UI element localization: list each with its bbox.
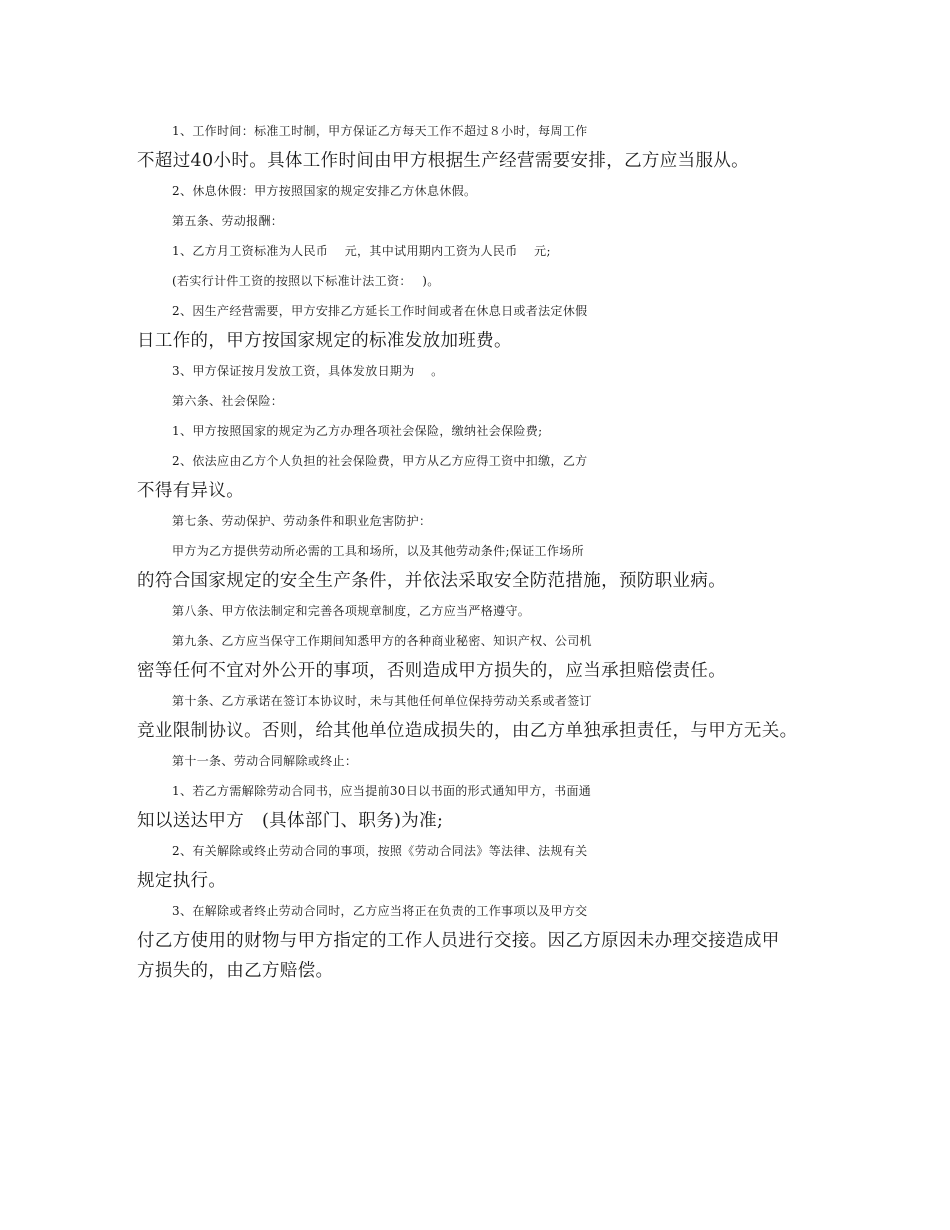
paragraph-line: 竞业限制协议。否则，给其他单位造成损失的，由乙方单独承担责任，与甲方无关。 — [137, 721, 798, 741]
paragraph — [137, 116, 823, 176]
paragraph-line: 第七条、劳动保护、劳动条件和职业危害防护： — [172, 514, 432, 528]
paragraph-line: 第九条、乙方应当保守工作期间知悉甲方的各种商业秘密、知识产权、公司机 — [172, 634, 592, 648]
paragraph — [137, 506, 823, 536]
paragraph-line: 第十条、乙方承诺在签订本协议时，未与其他任何单位保持劳动关系或者签订 — [172, 694, 592, 708]
paragraph — [137, 236, 823, 266]
paragraph-line: (若实行计件工资的按照以下标准计法工资： )。 — [172, 274, 440, 288]
paragraph — [137, 386, 823, 416]
paragraph — [137, 746, 823, 776]
paragraph-line: 3、在解除或者终止劳动合同时，乙方应当将正在负责的工作事项以及甲方交 — [172, 904, 588, 918]
paragraph-line: 2、因生产经营需要，甲方安排乙方延长工作时间或者在休息日或者法定休假 — [172, 304, 588, 318]
paragraph-line: 规定执行。 — [137, 871, 227, 891]
paragraph — [137, 296, 823, 356]
paragraph-line: 日工作的，甲方按国家规定的标准发放加班费。 — [137, 331, 512, 351]
paragraph-line: 3、甲方保证按月发放工资，具体发放日期为 。 — [172, 364, 444, 378]
document-body — [137, 116, 823, 986]
paragraph-line: 付乙方使用的财物与甲方指定的工作人员进行交接。因乙方原因未办理交接造成甲 — [137, 931, 780, 951]
paragraph — [137, 416, 823, 446]
paragraph-line: 第十一条、劳动合同解除或终止： — [172, 754, 358, 768]
paragraph-line: 第六条、社会保险： — [172, 394, 284, 408]
paragraph — [137, 776, 823, 836]
paragraph — [137, 686, 823, 746]
paragraph-line: 不超过40小时。具体工作时间由甲方根据生产经营需要安排，乙方应当服从。 — [137, 151, 750, 171]
paragraph-line: 知以送达甲方 (具体部门、职务)为准; — [137, 811, 444, 831]
paragraph — [137, 596, 823, 626]
paragraph — [137, 896, 823, 986]
paragraph-line: 的符合国家规定的安全生产条件，并依法采取安全防范措施，预防职业病。 — [137, 571, 727, 591]
paragraph-line: 1、工作时间：标准工时制，甲方保证乙方每天工作不超过８小时，每周工作 — [172, 124, 588, 138]
paragraph — [137, 266, 823, 296]
paragraph-line: 不得有异议。 — [137, 481, 245, 501]
paragraph — [137, 176, 823, 206]
paragraph — [137, 206, 823, 236]
paragraph-line: 方损失的，由乙方赔偿。 — [137, 961, 334, 981]
paragraph-line: 1、甲方按照国家的规定为乙方办理各项社会保险，缴纳社会保险费; — [172, 424, 543, 438]
paragraph-line: 1、若乙方需解除劳动合同书，应当提前30日以书面的形式通知甲方，书面通 — [172, 784, 592, 798]
paragraph — [137, 356, 823, 386]
paragraph — [137, 446, 823, 506]
paragraph-line: 第八条、甲方依法制定和完善各项规章制度，乙方应当严格遵守。 — [172, 604, 531, 618]
paragraph-line: 2、休息休假：甲方按照国家的规定安排乙方休息休假。 — [172, 184, 477, 198]
paragraph — [137, 836, 823, 896]
paragraph — [137, 626, 823, 686]
paragraph-line: 2、依法应由乙方个人负担的社会保险费，甲方从乙方应得工资中扣缴，乙方 — [172, 454, 588, 468]
paragraph-line: 第五条、劳动报酬： — [172, 214, 284, 228]
paragraph-line: 1、乙方月工资标准为人民币 元，其中试用期内工资为人民币 元; — [172, 244, 551, 258]
paragraph-line: 密等任何不宜对外公开的事项，否则造成甲方损失的，应当承担赔偿责任。 — [137, 661, 727, 681]
paragraph — [137, 536, 823, 596]
paragraph-line: 2、有关解除或终止劳动合同的事项，按照《劳动合同法》等法律、法规有关 — [172, 844, 588, 858]
paragraph-line: 甲方为乙方提供劳动所必需的工具和场所，以及其他劳动条件;保证工作场所 — [172, 544, 584, 558]
